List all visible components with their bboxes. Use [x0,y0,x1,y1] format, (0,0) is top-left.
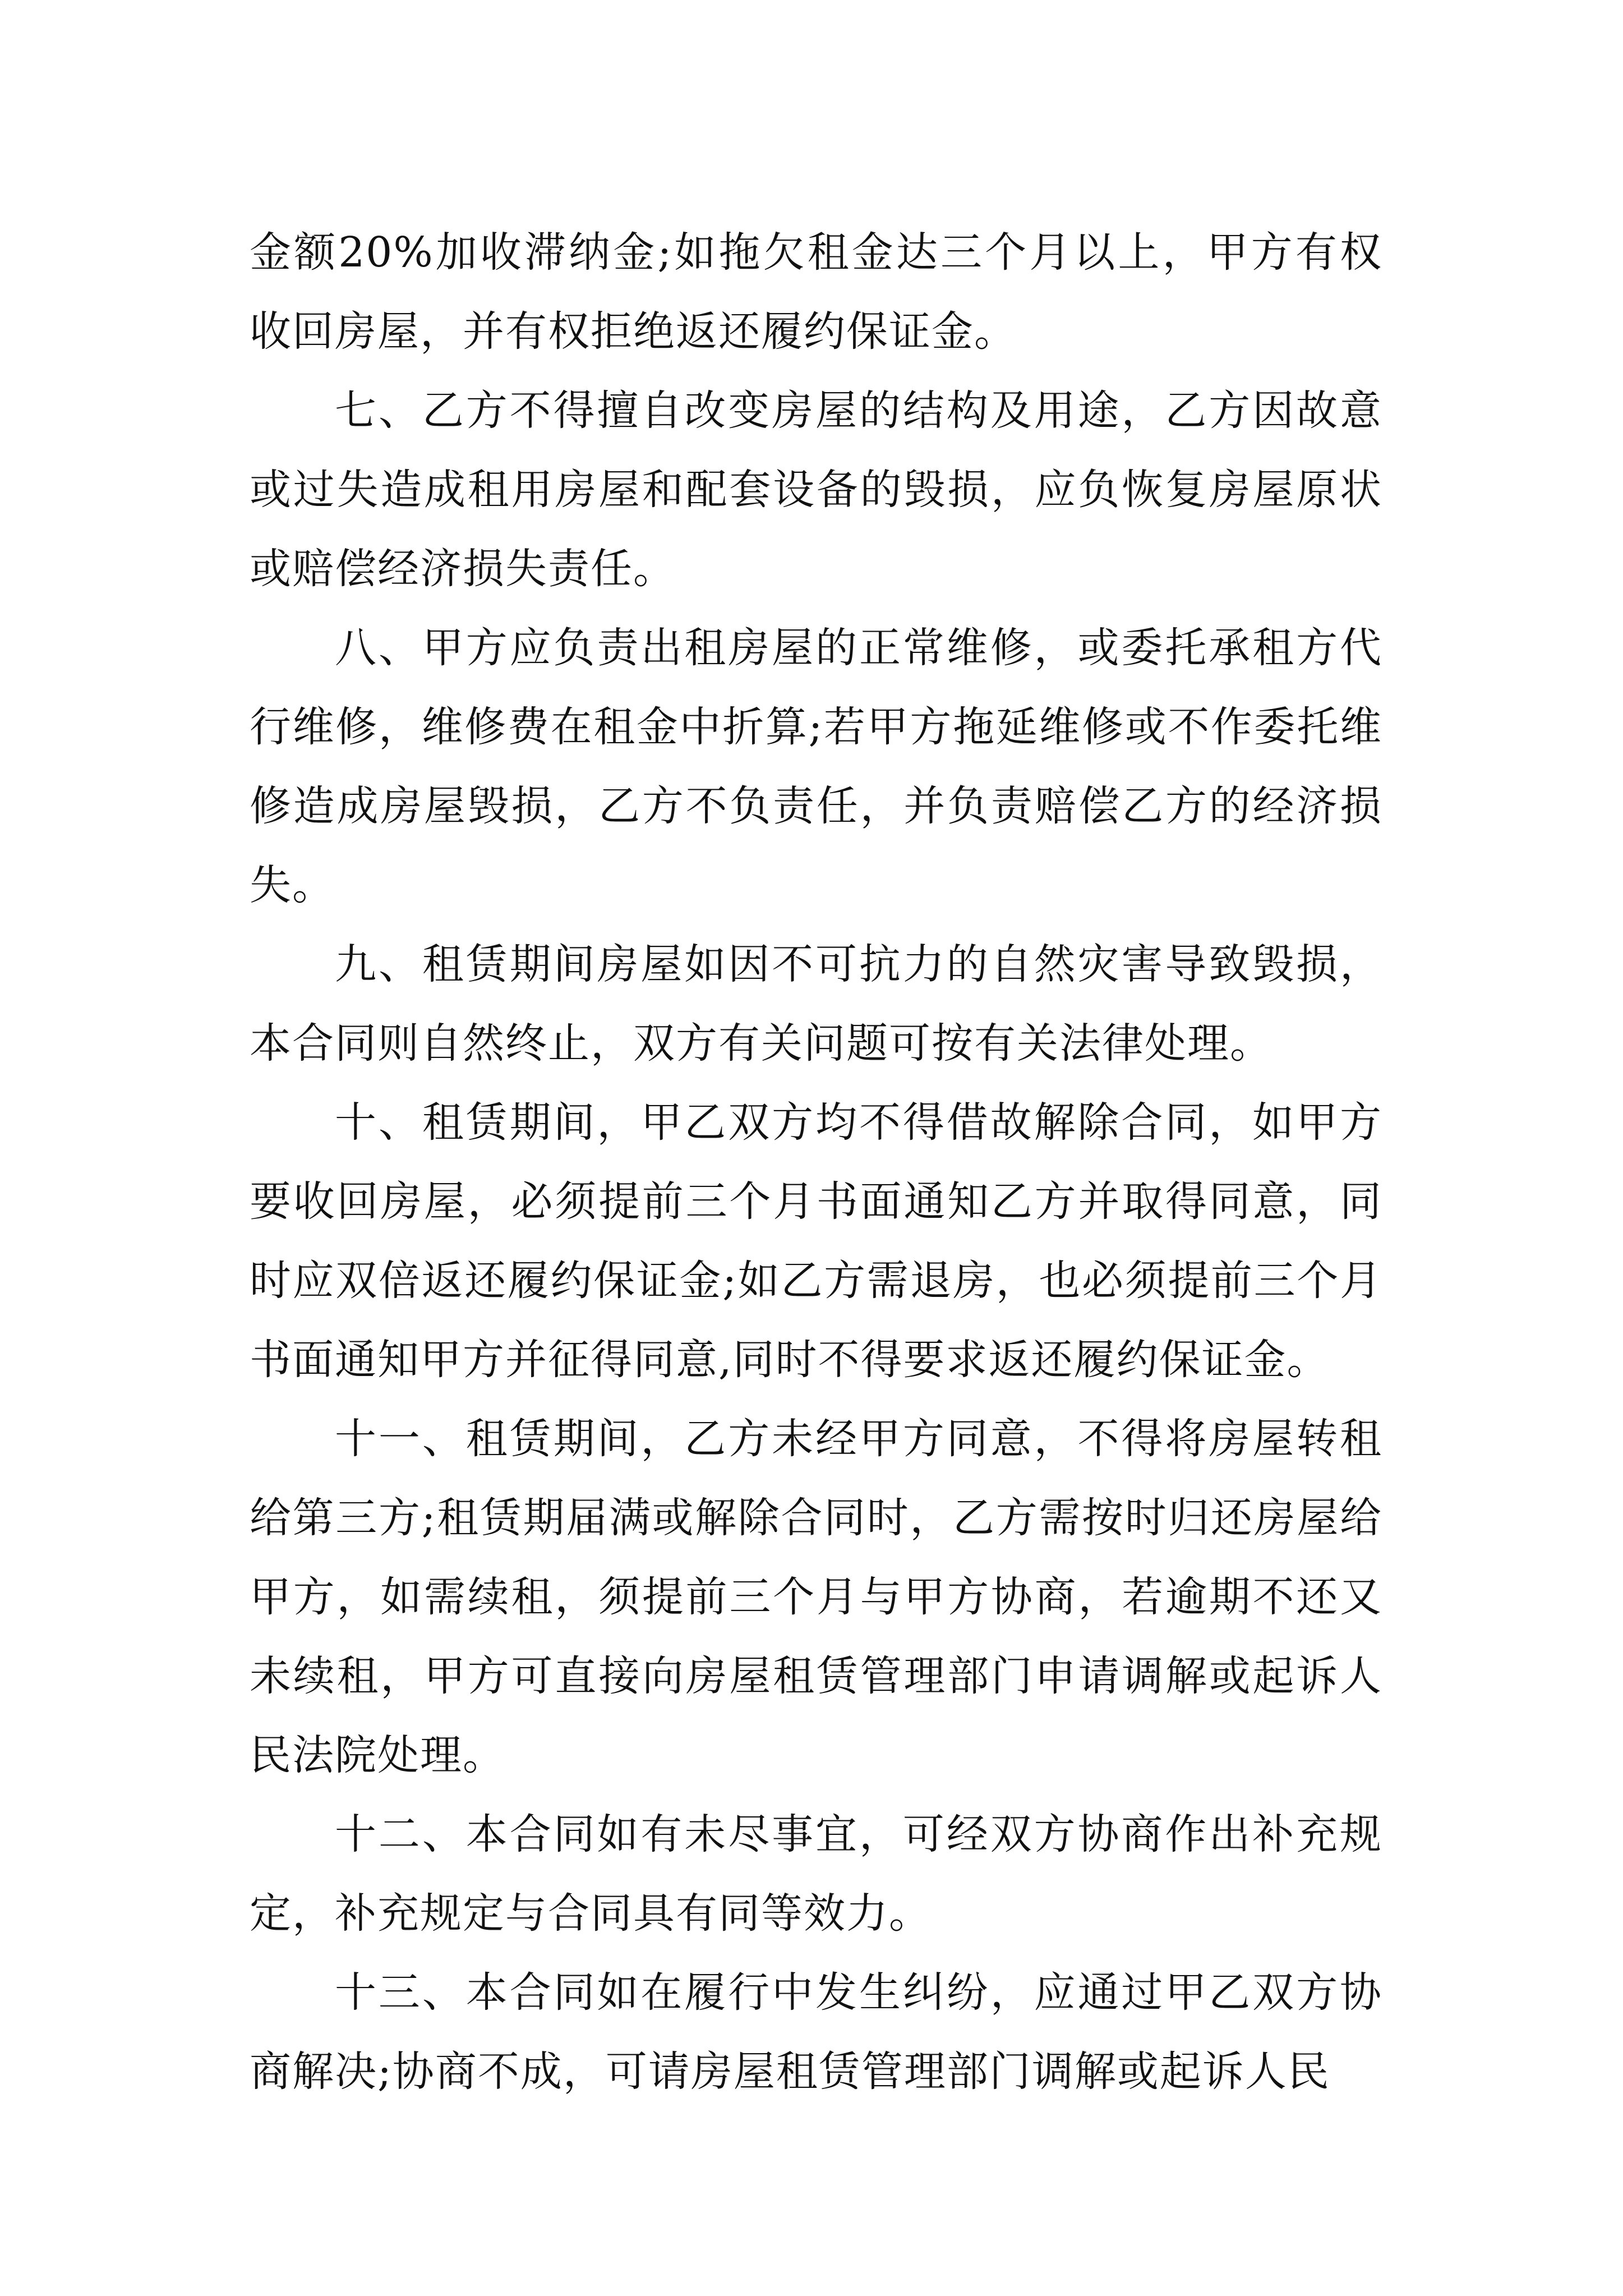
paragraph-late-fee-continuation: 金额20%加收滞纳金;如拖欠租金达三个月以上，甲方有权收回房屋，并有权拒绝返还履约保证金。 [250,228,1382,356]
document-body [250,213,1382,2111]
clause-13-disputes: 十三、本合同如在履行中发生纠纷，应通过甲乙双方协商解决;协商不成，可请房屋租赁管理部门调解或起诉人民 [250,1968,1382,2096]
clause-8-maintenance: 八、甲方应负责出租房屋的正常维修，或委托承租方代行维修，维修费在租金中折算;若甲方拖延维修或不作委托维修造成房屋毁损，乙方不负责任，并负责赔偿乙方的经济损失。 [250,624,1382,909]
clause-9-force-majeure: 九、租赁期间房屋如因不可抗力的自然灾害导致毁损，本合同则自然终止，双方有关问题可按有关法律处理。 [250,940,1382,1068]
clause-10-termination: 十、租赁期间，甲乙双方均不得借故解除合同，如甲方要收回房屋，必须提前三个月书面通知乙方并取得同意，同时应双倍返还履约保证金;如乙方需退房，也必须提前三个月书面通知甲方并征得同意,同时不得要求返还履约保证金。 [250,1098,1382,1384]
clause-11-sublease-renewal: 十一、租赁期间，乙方未经甲方同意，不得将房屋转租给第三方;租赁期届满或解除合同时，乙方需按时归还房屋给甲方，如需续租，须提前三个月与甲方协商，若逾期不还又未续租，甲方可直接向房屋租赁管理部门申请调解或起诉人民法院处理。 [250,1415,1382,1779]
clause-12-supplement: 十二、本合同如有未尽事宜，可经双方协商作出补充规定，补充规定与合同具有同等效力。 [250,1810,1382,1938]
clause-7-structure-use: 七、乙方不得擅自改变房屋的结构及用途，乙方因故意或过失造成租用房屋和配套设备的毁损，应负恢复房屋原状或赔偿经济损失责任。 [250,386,1382,593]
